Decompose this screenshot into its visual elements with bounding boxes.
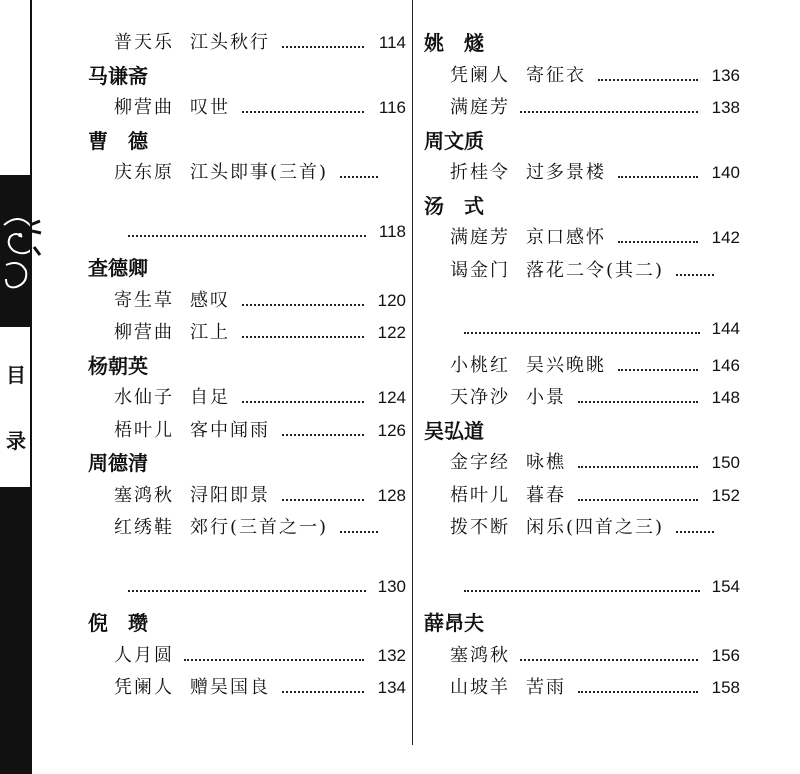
toc-entry: [424, 93, 740, 123]
leader-dots: [242, 401, 364, 403]
leader-dots: [242, 304, 364, 306]
author-heading: 薛昂夫: [424, 611, 484, 635]
leader-dots: [578, 499, 698, 501]
tune-name: 红绣鞋: [114, 517, 174, 538]
side-band-top: [0, 175, 30, 205]
tune-name: 庆东原: [114, 162, 174, 183]
leader-dots: [618, 369, 698, 371]
tune-name: 折桂令: [450, 162, 510, 183]
page-number: 148: [711, 388, 740, 407]
toc-entry: [424, 158, 740, 188]
page-number: 138: [711, 98, 740, 117]
leader-dots: [578, 466, 698, 468]
dragon-ornament-icon: [0, 205, 42, 305]
toc-entry: [88, 513, 406, 543]
tune-name: 水仙子: [114, 387, 174, 408]
author-heading: 吴弘道: [424, 418, 484, 443]
toc-entry: [424, 513, 740, 543]
tune-name: 塞鸿秋: [114, 484, 174, 506]
toc-entry-continuation: [424, 314, 740, 344]
toc-entry: [88, 93, 406, 123]
page-number: 144: [711, 319, 740, 338]
page-number: 114: [378, 33, 406, 52]
page-number: 140: [711, 163, 740, 182]
leader-dots: [242, 336, 364, 338]
leader-dots: [282, 499, 364, 501]
author-heading: 杨朝英: [88, 353, 148, 378]
toc-entry: [424, 223, 740, 253]
entry-title: 过多景楼: [526, 162, 606, 183]
leader-dots: [340, 176, 378, 178]
tune-name: 凭阑人: [114, 677, 174, 698]
page-number: 132: [377, 645, 406, 665]
entry-title: 客中闻雨: [190, 419, 270, 441]
tune-name: 山坡羊: [450, 677, 510, 698]
page-number: 130: [377, 576, 406, 596]
page-number: 126: [377, 420, 406, 440]
entry-title: 咏樵: [526, 452, 566, 473]
entry-title: 京口感怀: [526, 227, 606, 248]
page-number: 156: [711, 645, 740, 665]
leader-dots: [184, 659, 364, 661]
author-heading: 汤 式: [424, 193, 484, 218]
leader-dots: [282, 434, 364, 436]
toc-entry: [88, 641, 406, 671]
entry-title: 江头秋行: [190, 32, 270, 53]
page-number: 142: [711, 228, 740, 247]
toc-entry: [88, 28, 406, 58]
page-number: 122: [377, 323, 406, 342]
toc-entry: [88, 286, 406, 316]
page-number: 158: [711, 678, 740, 697]
page-number: 152: [711, 485, 740, 505]
toc-entry: [424, 351, 740, 381]
author-heading: 倪 瓒: [88, 611, 148, 635]
side-tab: [0, 325, 30, 489]
toc-entry: [424, 481, 740, 511]
author-heading: 查德卿: [88, 256, 148, 280]
tune-name: 梧叶儿: [450, 484, 510, 506]
tune-name: 柳营曲: [114, 97, 174, 118]
toc-entry: [88, 416, 406, 446]
tune-name: 谒金门: [450, 259, 510, 281]
entry-title: 浔阳即景: [190, 484, 270, 506]
entry-title: 寄征衣: [526, 64, 586, 86]
entry-title: 感叹: [190, 289, 230, 311]
entry-title: 江上: [190, 322, 230, 343]
leader-dots: [618, 241, 698, 243]
page-number: 128: [377, 485, 406, 505]
column-divider: [412, 0, 413, 745]
leader-dots: [676, 274, 714, 276]
leader-dots: [676, 531, 714, 533]
toc-entry: [424, 383, 740, 413]
side-tab-char-1: 目: [6, 363, 26, 387]
side-band-bottom: [0, 487, 30, 774]
leader-dots: [128, 590, 366, 592]
entry-title: 落花二令(其二): [526, 259, 665, 281]
tune-name: 天净沙: [450, 387, 510, 408]
toc-entry: [88, 481, 406, 511]
tune-name: 寄生草: [114, 289, 174, 311]
tune-name: 塞鸿秋: [450, 644, 510, 666]
page-number: 154: [711, 576, 740, 596]
author-heading: 周德清: [88, 451, 148, 475]
entry-title: 郊行(三首之一): [190, 517, 329, 538]
leader-dots: [578, 691, 698, 693]
leader-dots: [242, 111, 364, 113]
toc-entry: [424, 61, 740, 91]
toc-entry: [424, 256, 740, 286]
side-band-mid: [0, 305, 30, 325]
toc-entry: [88, 673, 406, 703]
leader-dots: [618, 176, 698, 178]
toc-entry-continuation: [88, 217, 406, 247]
leader-dots: [578, 401, 698, 403]
page-number: 150: [711, 453, 740, 472]
entry-title: 苦雨: [526, 677, 566, 698]
tune-name: 普天乐: [114, 32, 174, 53]
author-heading: 曹 德: [88, 128, 148, 153]
side-tab-char-2: 录: [6, 429, 26, 453]
entry-title: 闲乐(四首之三): [526, 517, 665, 538]
tune-name: 金字经: [450, 452, 510, 473]
toc-entry: [424, 641, 740, 671]
author-heading: 姚 燧: [424, 31, 484, 55]
page-number: 116: [378, 98, 406, 117]
author-heading: 周文质: [424, 128, 484, 153]
entry-title: 赠吴国良: [190, 677, 270, 698]
entry-title: 小景: [526, 387, 566, 408]
toc-entry: [88, 383, 406, 413]
toc-entry: [88, 318, 406, 348]
leader-dots: [464, 332, 700, 334]
tune-name: 梧叶儿: [114, 419, 174, 441]
entry-title: 吴兴晚眺: [526, 354, 606, 376]
leader-dots: [128, 235, 366, 237]
toc-entry: [424, 673, 740, 703]
tune-name: 凭阑人: [450, 64, 510, 86]
leader-dots: [520, 659, 698, 661]
toc-entry-continuation: [424, 572, 740, 602]
tune-name: 人月圆: [114, 644, 174, 666]
tune-name: 满庭芳: [450, 227, 510, 248]
author-heading: 马谦斋: [88, 63, 148, 88]
entry-title: 叹世: [190, 97, 230, 118]
entry-title: 江头即事(三首): [190, 162, 329, 183]
tune-name: 拨不断: [450, 517, 510, 538]
page-number: 136: [711, 65, 740, 85]
leader-dots: [282, 691, 364, 693]
page-number: 146: [711, 355, 740, 375]
toc-entry: [88, 158, 406, 188]
tune-name: 小桃红: [450, 354, 510, 376]
page-number: 124: [377, 388, 406, 407]
page-number: 120: [377, 290, 406, 310]
page-number: 134: [377, 678, 406, 697]
tune-name: 满庭芳: [450, 97, 510, 118]
leader-dots: [282, 46, 364, 48]
leader-dots: [464, 590, 700, 592]
toc-entry-continuation: [88, 572, 406, 602]
entry-title: 自足: [190, 387, 230, 408]
side-band-edge: [30, 0, 32, 774]
leader-dots: [340, 531, 378, 533]
leader-dots: [520, 111, 698, 113]
page-number: 118: [378, 221, 406, 241]
toc-entry: [424, 448, 740, 478]
tune-name: 柳营曲: [114, 322, 174, 343]
leader-dots: [598, 79, 698, 81]
entry-title: 暮春: [526, 484, 566, 506]
